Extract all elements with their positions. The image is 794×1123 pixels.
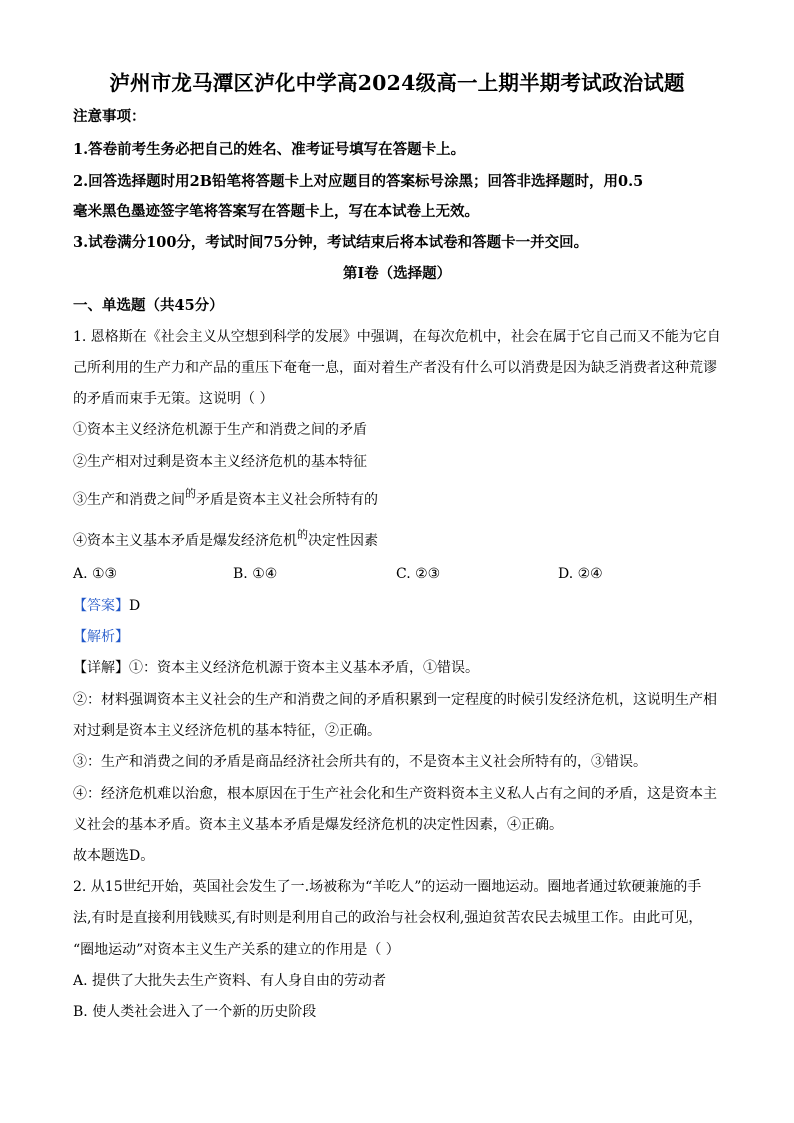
q2-option-a: A. 提供了大批失去生产资料、有人身自由的劳动者 [73,973,387,989]
q1-statement-4: ④资本主义基本矛盾是爆发经济危机$^的$决定性因素 [73,528,378,549]
q1-option-c: C. ②③ [396,566,441,582]
q1-stem-line-3: 的矛盾而束手无策。这说明（ ） [73,391,274,407]
q1-statement-3: ③生产和消费之间$^的$矛盾是资本主义社会所特有的 [73,487,378,508]
q2-stem-line-2: 法,有时是直接利用钱赎买,有时则是利用自己的政治与社会权利,强迫贫苦农民去城里工作。由此可见， [73,910,703,926]
q1-detail-line-4: ③：生产和消费之间的矛盾是商品经济社会所共有的，不是资本主义社会所特有的，③错误。 [73,754,647,770]
q1-option-d: D. ②④ [558,566,603,582]
q1-option-a: A. ①③ [73,566,118,582]
notice-item-1: 1.答卷前考生务必把自己的姓名、准考证号填写在答题卡上。 [73,141,466,158]
notice-item-3: 3.试卷满分100分，考试时间75分钟，考试结束后将本试卷和答题卡一并交回。 [73,234,589,251]
q1-analysis-tag: 【解析】 [73,629,129,645]
q1-stem-line-1: 1. 恩格斯在《社会主义从空想到科学的发展》中强调，在每次危机中，社会在属于它自己而又不能为它自 [73,329,721,345]
q1-statement-1: ①资本主义经济危机源于生产和消费之间的矛盾 [73,422,367,438]
q2-stem-line-1: 2. 从15世纪开始，英国社会发生了一.场被称为“羊吃人”的运动一圈地运动。圈地者通过软硬兼施的手 [73,879,702,895]
q1-answer [73,596,140,616]
q1-option-b: B. ①④ [233,566,278,582]
notice-item-2-cont: 毫米黑色墨迹签字笔将答案写在答题卡上，写在本试卷上无效。 [73,203,479,220]
q1-detail-line-5: ④：经济危机难以治愈，根本原因在于生产社会化和生产资料资本主义私人占有之间的矛盾，这是资本主 [73,786,717,802]
q1-detail-line-1: 【详解】①：资本主义经济危机源于资本主义基本矛盾，①错误。 [73,660,479,676]
section-title: 一、单选题（共45分） [73,297,224,314]
q1-stem-line-2: 己所利用的生产力和产品的重压下奄奄一息，面对着生产者没有什么可以消费是因为缺乏消费者这种荒谬 [73,360,717,376]
answer-tag: 【答案】 [73,598,129,614]
part-title: 第Ⅰ卷（选择题） [342,265,452,282]
q2-option-b: B. 使人类社会进入了一个新的历史阶段 [73,1004,317,1020]
answer-value: D [129,598,141,614]
q1-detail-line-3: 对过剩是资本主义经济危机的基本特征，②正确。 [73,723,381,739]
q1-detail-line-2: ②：材料强调资本主义社会的生产和消费之间的矛盾积累到一定程度的时候引发经济危机，这说明生产相 [73,692,717,708]
q2-stem-line-3: “圈地运动”对资本主义生产关系的建立的作用是（ ） [73,942,400,958]
exam-title: 泸州市龙马潭区泸化中学高2024级高一上期半期考试政治试题 [109,71,685,95]
q1-statement-2: ②生产相对过剩是资本主义经济危机的基本特征 [73,454,367,470]
notice-heading: 注意事项： [73,108,146,125]
q1-detail-line-6: 义社会的基本矛盾。资本主义基本矛盾是爆发经济危机的决定性因素，④正确。 [73,817,563,833]
notice-item-2: 2.回答选择题时用2B铅笔将答题卡上对应题目的答案标号涂黑；回答非选择题时，用0.5 [73,173,644,190]
q1-detail-line-7: 故本题选D。 [73,848,155,864]
detail-tag: 【详解】 [73,660,129,676]
